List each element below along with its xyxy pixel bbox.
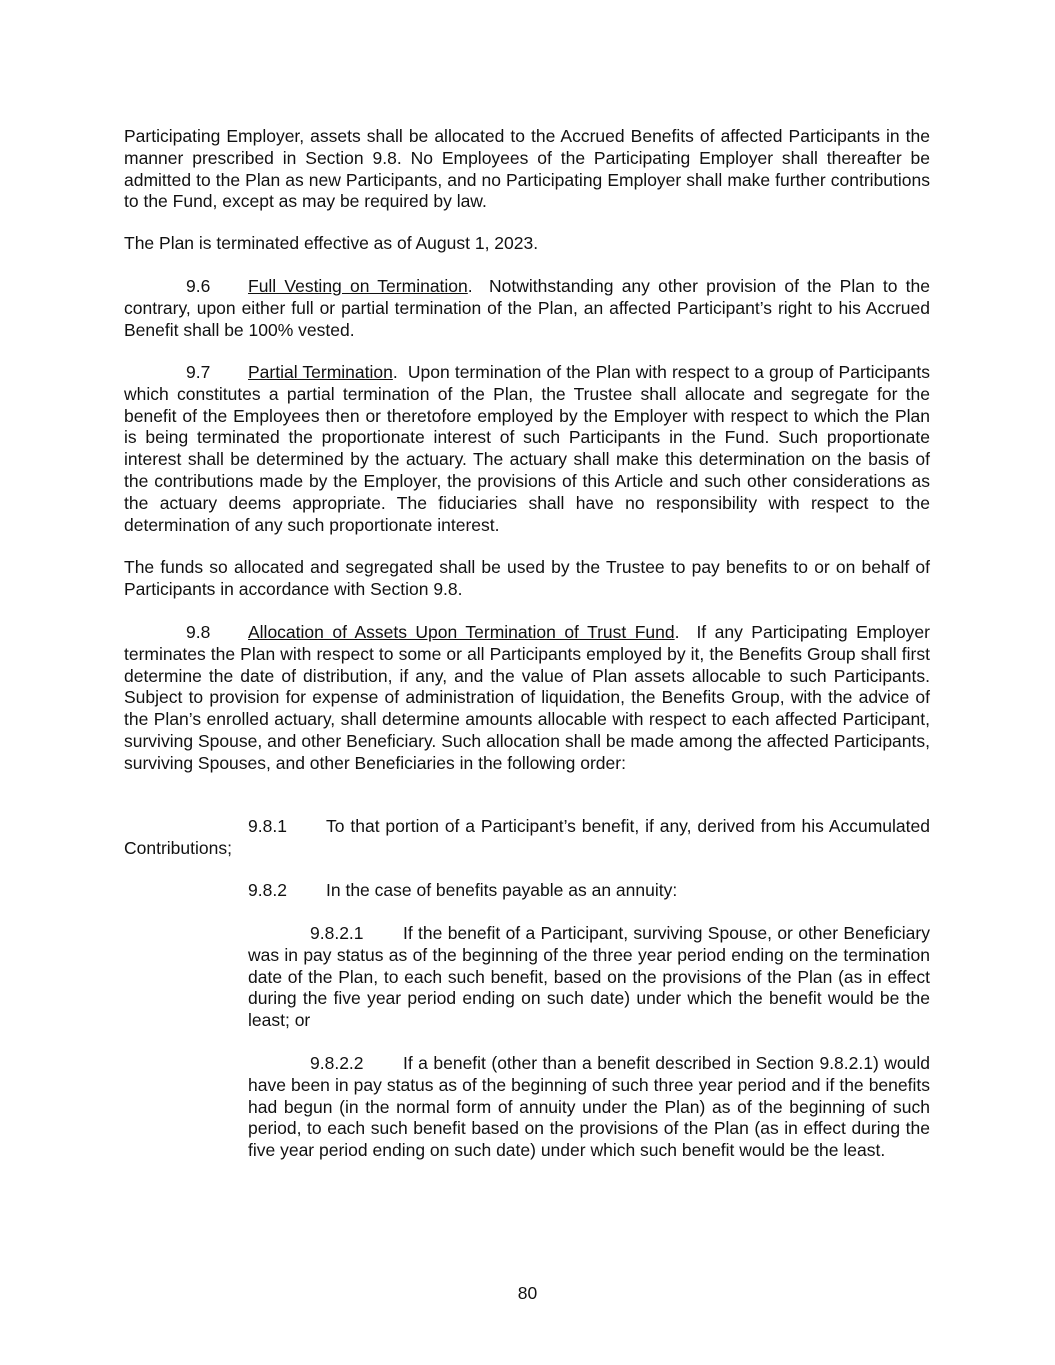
section-9-8-number: 9.8 [186,622,211,642]
section-9-8-2-2-number: 9.8.2.2 [310,1053,364,1073]
paragraph-continuation-text: Participating Employer, assets shall be allocated to the Accrued Benefits of affected Participants in the manner prescribed in Section 9.8. No Employees of the Participating Employer shall thereafter be admitted to the Plan as new Participants, and no Participating Employer shall make further contributions to the Fund, except as may be required by law. [124,126,930,212]
section-9-6: 9.6 Full Vesting on Termination. Notwithstanding any other provision of the Plan to the contrary, upon either full or partial termination of the Plan, an affected Participant’s right to his Accrued Benefit shall be 100% vested. [124,276,930,340]
section-9-8-text: If any Participating Employer terminates the Plan with respect to some or all Participants employed by it, the Benefits Group shall first determine the date of distribution, if any, and the value of Plan assets allocable to such Participants. Subject to provision for expense of administration of liquidation, the Benefits Group, with the advice of the Plan’s enrolled actuary, shall determine amounts allocable with respect to each affected Participant, surviving Spouse, and other Beneficiary. Such allocation shall be made among the affected Participants, surviving Spouses, and other Beneficiaries in the following order: [124,622,930,773]
section-9-8-2-2 [248,1053,930,1162]
section-9-6-number: 9.6 [186,276,211,296]
funds-allocated-text: The funds so allocated and segregated shall be used by the Trustee to pay benefits to or on behalf of Participants in accordance with Section 9.8. [124,557,930,599]
section-9-8-1-text: To that portion of a Participant’s benefit, if any, derived from his Accumulated Contributions; [124,816,930,858]
section-9-6-text: Notwithstanding any other provision of the Plan to the contrary, upon either full or partial termination of the Plan, an affected Participant’s right to his Accrued Benefit shall be 100% vested. [124,276,930,340]
paragraph-continuation [124,126,930,213]
section-9-7: 9.7 Partial Termination. Upon termination of the Plan with respect to a group of Participants which constitutes a partial termination of the Plan, the Trustee shall allocate and segregate for the benefit of the Employees then or theretofore employed by the Employer with respect to which the Plan is being terminated the proportionate interest of such Participants in the Fund. Such proportionate interest shall be determined by the actuary. The actuary shall make this determination on the basis of the contributions made by the Employer, the provisions of this Article and such other considerations as the actuary deems appropriate. The fiduciaries shall have no responsibility with respect to the determination of any such proportionate interest. [124,362,930,535]
section-9-8-2-number: 9.8.2 [248,880,287,900]
section-9-6-heading: Full Vesting on Termination [248,276,468,296]
section-9-8-2-text: In the case of benefits payable as an annuity: [326,880,678,900]
page-number: 80 [517,1283,538,1303]
section-9-8-2-2-text: If a benefit (other than a benefit described in Section 9.8.2.1) would have been in pay status as of the beginning of such three year period and if the benefits had begun (in the normal form of annuity under the Plan) as of the beginning of such period, to each such benefit based on the provisions of the Plan (as in effect during the five year period ending on such date) under which such benefit would be the least. [248,1053,930,1161]
section-9-7-text: Upon termination of the Plan with respect to a group of Participants which constitutes a partial termination of the Plan, the Trustee shall allocate and segregate for the benefit of the Employees then or theretofore employed by the Employer with respect to which the Plan is being terminated the proportionate interest of such Participants in the Fund. Such proportionate interest shall be determined by the actuary. The actuary shall make this determination on the basis of the contributions made by the Employer, the provisions of this Article and such other considerations as the actuary deems appropriate. The fiduciaries shall have no responsibility with respect to the determination of any such proportionate interest. [124,362,930,535]
section-9-8-2-1 [248,923,930,1032]
section-9-8-2-1-text: If the benefit of a Participant, surviving Spouse, or other Beneficiary was in pay status as of the beginning of the three year period ending on the termination date of the Plan, to each such benefit, based on the provisions of the Plan (as in effect during the five year period ending on such date) under which the benefit would be the least; or [248,923,930,1031]
section-9-8-1 [124,816,930,860]
section-9-8: 9.8 Allocation of Assets Upon Termination of Trust Fund. If any Participating Employer terminates the Plan with respect to some or all Participants employed by it, the Benefits Group shall first determine the date of distribution, if any, and the value of Plan assets allocable to such Participants. Subject to provision for expense of administration of liquidation, the Benefits Group, with the advice of the Plan’s enrolled actuary, shall determine amounts allocable with respect to each affected Participant, surviving Spouse, and other Beneficiary. Such allocation shall be made among the affected Participants, surviving Spouses, and other Beneficiaries in the following order: [124,622,930,773]
paragraph-funds-allocated [124,557,930,601]
section-9-8-2 [124,880,930,902]
section-9-8-heading: Allocation of Assets Upon Termination of Trust Fund [248,622,675,642]
section-9-8-1-number: 9.8.1 [248,816,287,836]
section-9-7-number: 9.7 [186,362,211,382]
plan-terminated-text: The Plan is terminated effective as of August 1, 2023. [124,233,539,253]
section-9-7-heading: Partial Termination [248,362,393,382]
section-9-8-2-1-number: 9.8.2.1 [310,923,364,943]
paragraph-plan-terminated [124,233,930,255]
